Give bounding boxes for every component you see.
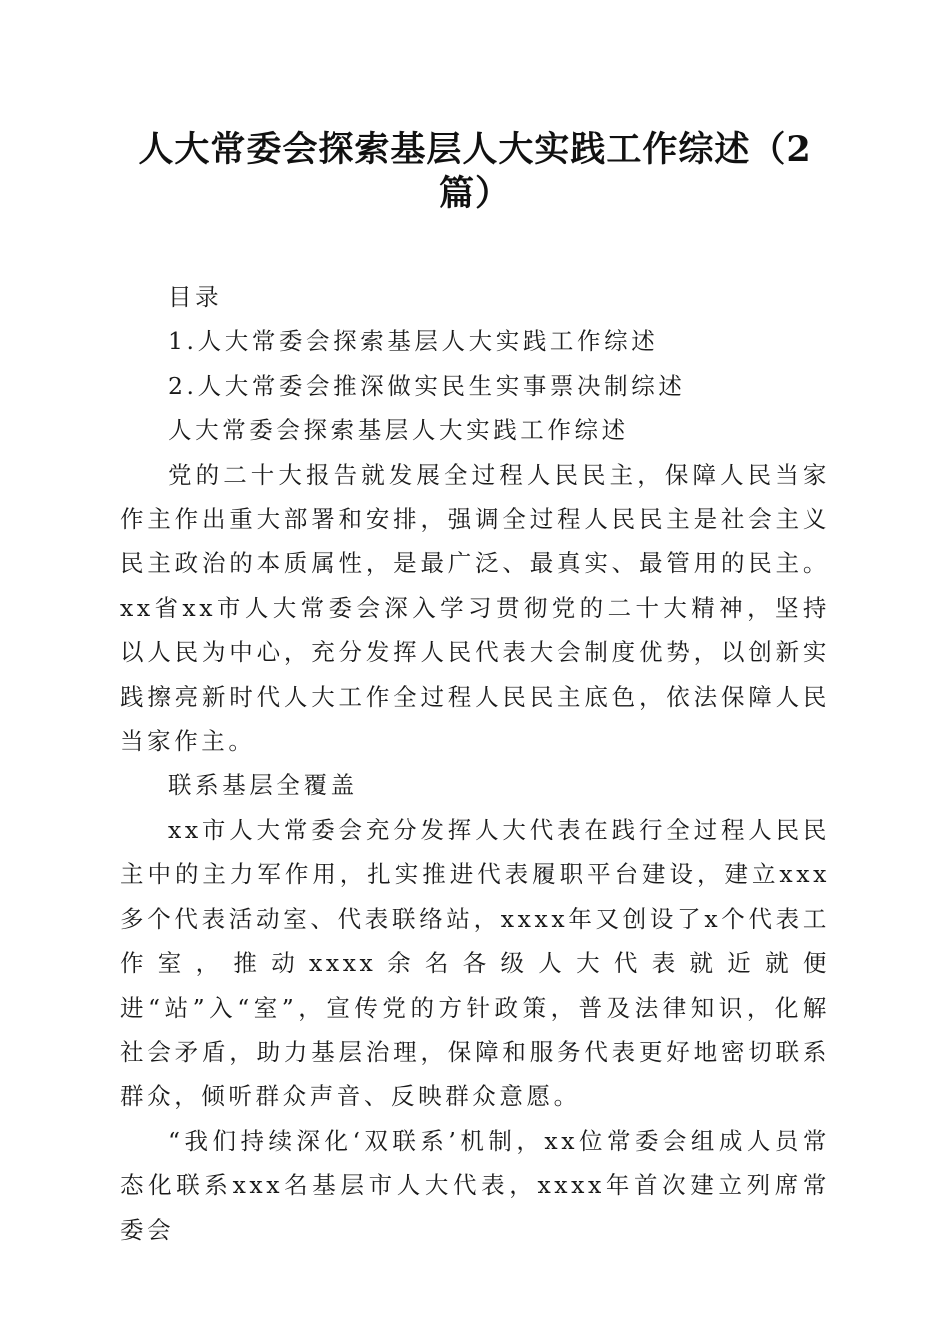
- document-title-line-1: 人大常委会探索基层人大实践工作综述（2: [138, 129, 812, 170]
- document-title-line-2: 篇）: [438, 173, 511, 214]
- article-title: 人大常委会探索基层人大实践工作综述: [168, 416, 629, 445]
- paragraph-quote: “我们持续深化‘双联系’机制，xx位常委会组成人员常态化联系xxx名基层市人大代表，xxxx年首次建立列席常委会: [120, 1126, 830, 1244]
- paragraph-intro: 党的二十大报告就发展全过程人民民主，保障人民当家作主作出重大部署和安排，强调全过程人民民主是社会主义民主政治的本质属性，是最广泛、最真实、最管用的民主。xx省xx市人大常委会深入学习贯彻党的二十大精神，坚持以人民为中心，充分发挥人民代表大会制度优势，以创新实践擦亮新时代人大工作全过程人民民主底色，依法保障人民当家作主。: [120, 460, 830, 756]
- toc-item-2: 2.人大常委会推深做实民生实事票决制综述: [168, 371, 686, 400]
- document-title: [130, 128, 820, 216]
- section-heading: 联系基层全覆盖: [168, 771, 358, 800]
- toc-heading: 目录: [168, 283, 223, 311]
- toc-item-1: 1.人大常委会探索基层人大实践工作综述: [168, 327, 659, 356]
- document-body: [120, 275, 830, 1252]
- paragraph-body: xx市人大常委会充分发挥人大代表在践行全过程人民民主中的主力军作用，扎实推进代表履职平台建设，建立xxx多个代表活动室、代表联络站，xxxx年又创设了x个代表工作室，推动xxxx余名各级人大代表就近就便进“站”入“室”，宣传党的方针政策，普及法律知识，化解社会矛盾，助力基层治理，保障和服务代表更好地密切联系群众，倾听群众声音、反映群众意愿。: [120, 815, 830, 1111]
